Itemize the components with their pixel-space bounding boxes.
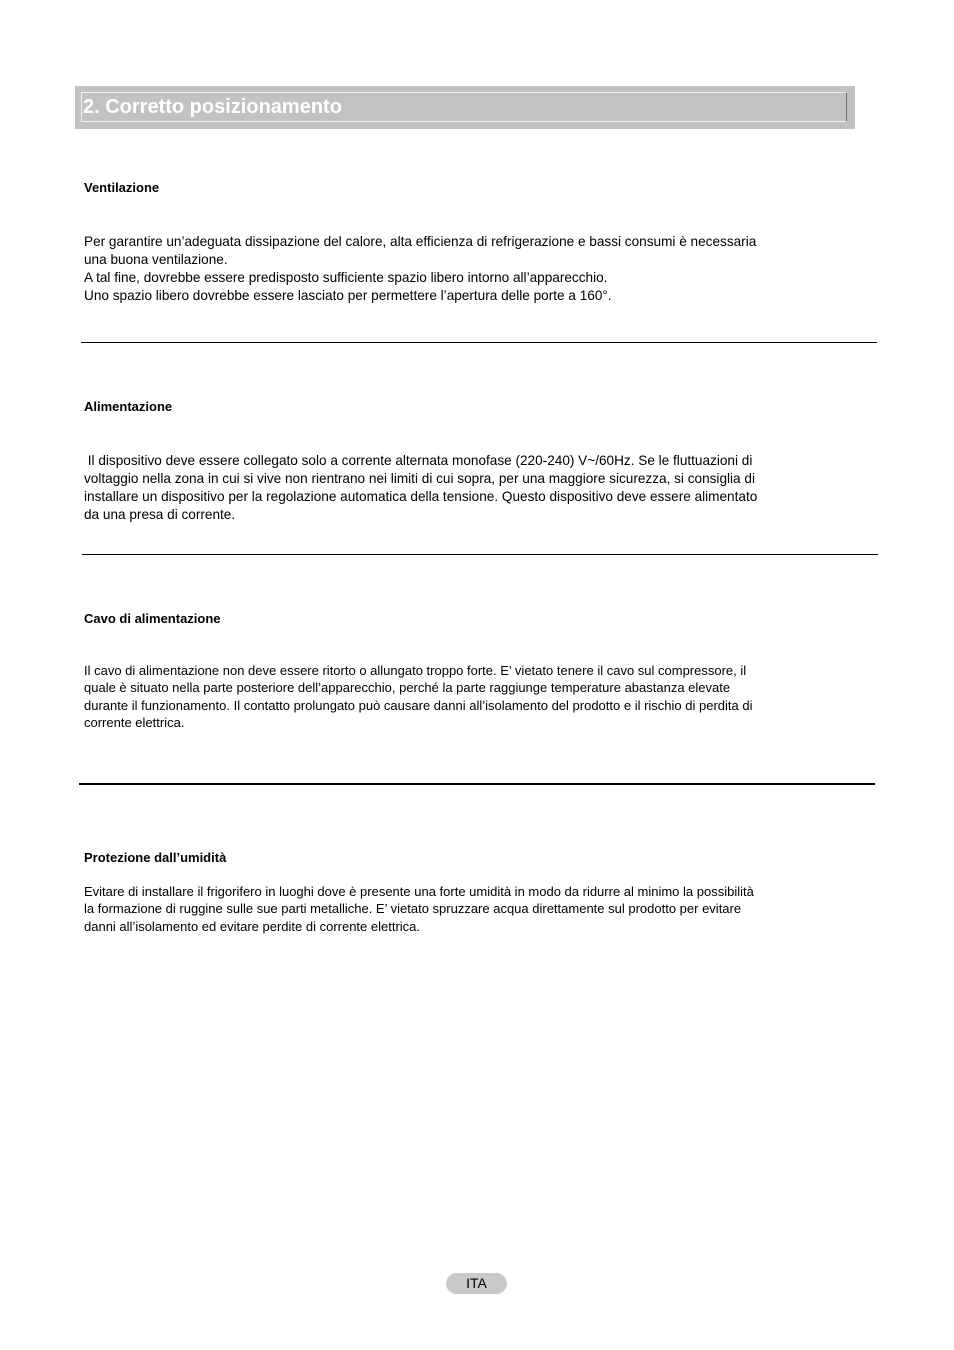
heading-alimentazione: Alimentazione — [84, 399, 173, 414]
paragraph-alimentazione — [84, 452, 864, 524]
section-divider — [81, 342, 877, 343]
paragraph-line: installare un dispositivo per la regolazione automatica della tensione. Questo dispositivo deve essere alimentato — [84, 489, 758, 504]
paragraph-line: voltaggio nella zona in cui si vive non rientrano nei limiti di cui sopra, per una maggiore sicurezza, si consiglia di — [84, 471, 755, 486]
heading-protezione-umidita: Protezione dall’umidità — [84, 850, 227, 865]
heading-ventilazione: Ventilazione — [84, 180, 160, 195]
paragraph-line: Evitare di installare il frigorifero in luoghi dove è presente una forte umidità in modo da ridurre al minimo la possibilità — [84, 884, 754, 899]
paragraph-protezione-umidita — [84, 883, 864, 935]
paragraph-line: da una presa di corrente. — [84, 507, 236, 522]
paragraph-line: Il cavo di alimentazione non deve essere ritorto o allungato troppo forte. E’ vietato tenere il cavo sul compressore, il — [84, 663, 747, 678]
paragraph-line: la formazione di ruggine sulle sue parti metalliche. E’ vietato spruzzare acqua direttamente sul prodotto per evitare — [84, 901, 742, 917]
paragraph-line: Uno spazio libero dovrebbe essere lasciato per permettere l’apertura delle porte a 160°. — [84, 288, 612, 303]
section-divider — [82, 554, 878, 555]
paragraph-line: una buona ventilazione. — [84, 252, 228, 267]
paragraph-ventilazione — [84, 233, 864, 305]
page-title: 2. Corretto posizionamento — [83, 96, 342, 118]
paragraph-line: Per garantire un’adeguata dissipazione del calore, alta efficienza di refrigerazione e bassi consumi è necessaria — [84, 234, 757, 249]
page-language-badge: ITA — [446, 1273, 507, 1294]
section-divider — [79, 783, 875, 785]
heading-cavo-alimentazione: Cavo di alimentazione — [84, 611, 221, 626]
paragraph-cavo-alimentazione — [84, 662, 864, 731]
section-title-bar — [75, 86, 855, 129]
paragraph-line: durante il funzionamento. Il contatto prolungato può causare danni all’isolamento del prodotto e il rischio di perdita di — [84, 697, 753, 713]
paragraph-line: Il dispositivo deve essere collegato solo a corrente alternata monofase (220-240) V~/60Hz. Se le fluttuazioni di — [84, 453, 753, 468]
paragraph-line: corrente elettrica. — [84, 714, 185, 730]
paragraph-line: quale è situato nella parte posteriore dell’apparecchio, perché la parte raggiunge temperature abastanza elevate — [84, 680, 731, 696]
paragraph-line: A tal fine, dovrebbe essere predisposto sufficiente spazio libero intorno all’apparecchio. — [84, 270, 608, 285]
paragraph-line: danni all’isolamento ed evitare perdite di corrente elettrica. — [84, 918, 421, 934]
